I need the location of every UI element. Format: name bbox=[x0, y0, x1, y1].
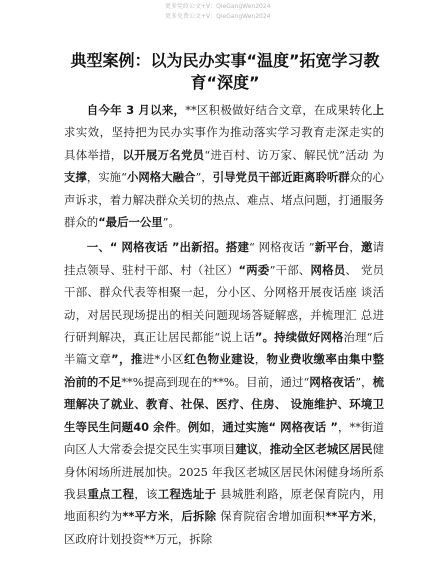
intro-bold-3: 上 bbox=[372, 103, 384, 117]
s1-bold-18: 红色物业建设 bbox=[184, 352, 255, 367]
s1-text-32: ， bbox=[337, 419, 350, 434]
s1-bold-12: ”。 bbox=[254, 330, 275, 345]
intro-paragraph bbox=[64, 99, 384, 233]
s1-text-14: 治理“后半篇文章 bbox=[64, 330, 384, 367]
intro-bold-12: 聆听群 bbox=[315, 170, 350, 185]
s1-bold-34: 建议 bbox=[235, 442, 259, 457]
s1-text-9: ”干部、 bbox=[269, 262, 311, 277]
intro-text-4: 求实效，坚持把为民办实事作为推动落实学习教育走深走实的 具体举措， bbox=[64, 125, 384, 162]
s1-bold-29: 例如 bbox=[187, 419, 211, 434]
s1-text-40: ，该 bbox=[134, 486, 158, 501]
s1-text-42: 县城胜利路，原老保育院内，用地面积约为 bbox=[64, 486, 384, 524]
s1-text-19: ， bbox=[254, 352, 267, 367]
intro-text-10: ”， bbox=[195, 170, 213, 185]
s1-bold-6: 邀 bbox=[361, 240, 373, 255]
s1-text-46: 保育院宿舍增加面积 bbox=[216, 509, 326, 524]
s1-bold-43: **平方米 bbox=[122, 509, 170, 524]
section-1-heading: 一、“ 网格夜话 ”出新招。 bbox=[86, 240, 226, 255]
s1-text-33: **街道向区人大常委会提交民生实事项目 bbox=[64, 419, 384, 457]
s1-bold-20: 物业费收缴 bbox=[266, 352, 326, 367]
s1-text-48: ， 区政府计划投资**万元，拆除 bbox=[64, 509, 384, 546]
s1-bold-4: 新平台 bbox=[314, 240, 350, 255]
intro-bold-14: “最后一公里 bbox=[98, 215, 163, 230]
watermark-line-1: 更多党政公文+V：QieGangWen2024 bbox=[165, 3, 271, 10]
s1-bold-15: ”， bbox=[111, 352, 131, 367]
s1-bold-10: 网格员 bbox=[310, 262, 346, 277]
intro-text-6: “进百村、访万家、解民忧”活动 为 bbox=[204, 147, 384, 162]
s1-text-25: ”， bbox=[355, 374, 373, 389]
s1-bold-39: 重点工程 bbox=[87, 486, 135, 501]
document-title: 典型案例：以为民办实事“温度”拓宽学习教育“深度” bbox=[70, 51, 380, 92]
s1-text-11: 、 党员干部、群众代表等相聚一起，分小区、分网格开展夜话座 谈活动，对居民现场提出的相关问题现场答疑解惑，并梳理汇 总进行研判解决，真正让居民都能“说上话 bbox=[64, 262, 384, 345]
intro-bold-11: 引导党员干部近距离 bbox=[212, 170, 316, 185]
s1-text-22: **%提高到现在的**%。 bbox=[121, 374, 247, 389]
s1-bold-27: 40 余件 bbox=[133, 419, 177, 434]
s1-text-44: ， bbox=[169, 509, 182, 524]
s1-text-37: 健身休闲场所进展加快。2025 年 bbox=[64, 442, 384, 479]
s1-bold-41: 工程选址于 bbox=[157, 486, 217, 501]
s1-bold-2: 搭建 bbox=[225, 240, 250, 255]
s1-bold-16: 推 bbox=[130, 352, 143, 367]
document-body bbox=[64, 99, 384, 550]
s1-bold-36: 推动全区老城区居民 bbox=[269, 442, 373, 457]
s1-text-23: 目前，通过“ bbox=[246, 374, 310, 389]
s1-bold-13: 持续做好网格 bbox=[274, 330, 344, 345]
s1-bold-26: 梳理解决了就业、教育、社保、医疗、住房、 设施维护、环境卫生等民生问题 bbox=[64, 374, 384, 434]
s1-bold-8: “两委 bbox=[238, 262, 270, 277]
intro-text-15: ”。 bbox=[162, 215, 180, 230]
intro-bold-5: 以开展万名党员 bbox=[122, 147, 205, 162]
s1-text-35: ， bbox=[258, 442, 270, 457]
s1-bold-45: 后拆除 bbox=[181, 509, 217, 524]
s1-text-38: 我区老城区居民休闲健身场所系我县 bbox=[64, 464, 384, 501]
s1-text-5: ， bbox=[349, 240, 361, 255]
section-1-paragraph bbox=[64, 236, 384, 550]
s1-bold-31: 通过实施“ 网格夜话 ” bbox=[222, 419, 338, 434]
intro-text-8: ，实施“ bbox=[86, 170, 127, 185]
s1-text-30: ， bbox=[210, 419, 223, 434]
s1-text-3: “ 网格夜话 ” bbox=[249, 240, 315, 255]
intro-bold-7: 支撑 bbox=[64, 170, 87, 185]
intro-bold-9: 小网格大融合 bbox=[126, 170, 196, 185]
s1-text-17: 进*小区 bbox=[142, 352, 185, 367]
s1-text-28: 。 bbox=[176, 419, 188, 434]
s1-text-7: 请挂点领导、驻村干部、村（社区） bbox=[64, 240, 384, 277]
intro-text-2: **区积极做好结合文章，在成果转化 bbox=[185, 103, 373, 117]
intro-text-13: 众的心声诉求，着力解决群众关切的热点、难点、堵点问题，打通服务群众的 bbox=[64, 170, 384, 230]
watermark-line-2: 更多免费公文+V：QieGangWen2024 bbox=[165, 13, 271, 20]
intro-bold-1: 自今年 3 月以来， bbox=[86, 103, 186, 117]
s1-bold-21: 率由集中整治前的不足 bbox=[64, 352, 384, 389]
s1-bold-47: **平方米 bbox=[325, 509, 373, 524]
s1-bold-24: 网格夜话 bbox=[309, 374, 356, 389]
